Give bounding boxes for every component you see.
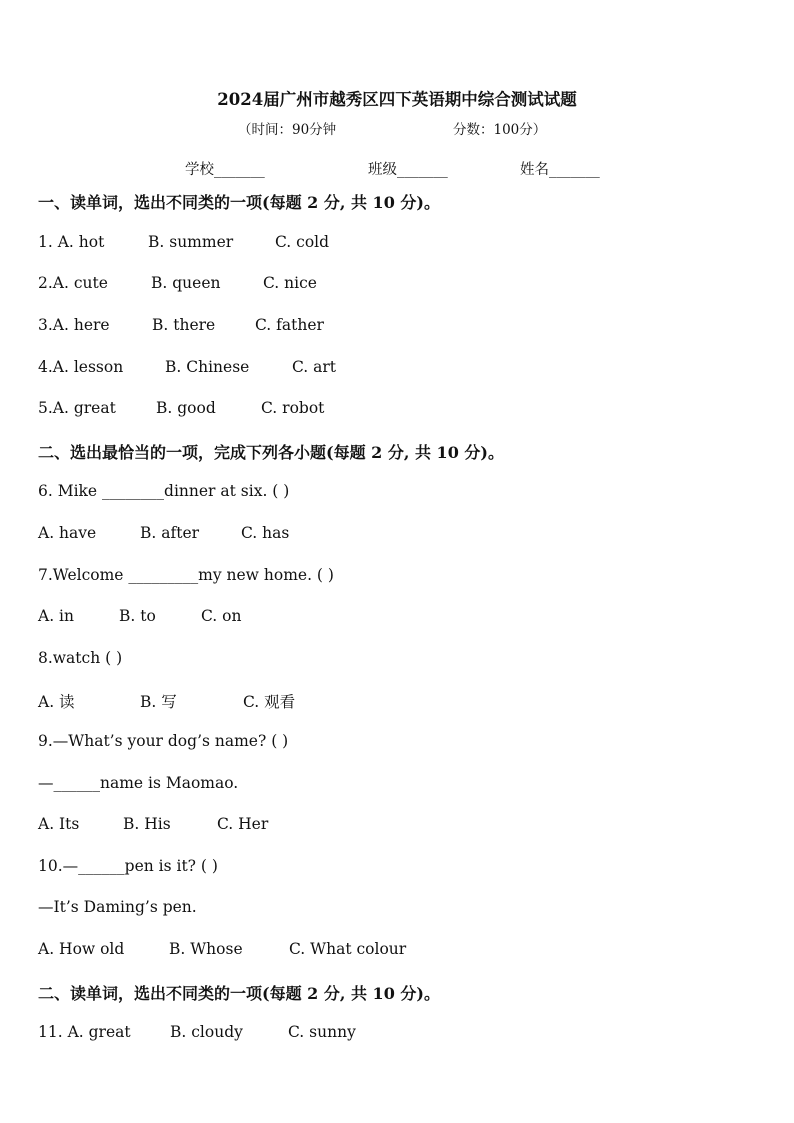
section-heading-3: 二、读单词，选出不同类的一项(每题 2 分, 共 10 分)。 [38, 984, 440, 1003]
question-8-options [38, 690, 295, 712]
option-c: C. art [292, 358, 337, 376]
section-heading-2: 二、选出最恰当的一项，完成下列各小题(每题 2 分, 共 10 分)。 [38, 443, 504, 462]
option-b: B. to [119, 607, 156, 625]
question-4 [38, 358, 336, 376]
name-field: 姓名_______ [520, 162, 600, 178]
option-b: B. cloudy [170, 1023, 243, 1041]
class-field: 班级_______ [368, 162, 448, 178]
question-8-stem: 8.watch ( ) [38, 649, 123, 667]
option-c: C. sunny [288, 1023, 356, 1041]
question-7-stem: 7.Welcome _________my new home. ( ) [38, 566, 334, 584]
option-b: B. after [140, 524, 200, 542]
option-c: C. robot [261, 399, 325, 417]
option-b: B. His [123, 815, 171, 833]
question-10-reply: —It’s Daming’s pen. [38, 898, 197, 916]
question-6-stem: 6. Mike ________dinner at six. ( ) [38, 482, 290, 500]
option-c: C. 观看 [243, 693, 296, 711]
option-c: C. What colour [289, 940, 407, 958]
question-10-stem: 10.—______pen is it? ( ) [38, 857, 218, 875]
option-a: 2.A. cute [38, 274, 108, 292]
question-9-reply: —______name is Maomao. [38, 774, 239, 792]
option-c: C. has [241, 524, 290, 542]
option-a: A. How old [38, 940, 125, 958]
question-3 [38, 316, 324, 334]
question-9-stem: 9.—What’s your dog’s name? ( ) [38, 732, 289, 750]
question-11 [38, 1023, 356, 1041]
option-b: B. Chinese [165, 358, 250, 376]
question-7-options [38, 607, 241, 625]
option-a: 1. A. hot [38, 233, 105, 251]
option-a: A. 读 [38, 693, 75, 711]
option-c: C. father [255, 316, 324, 334]
option-b: B. there [152, 316, 216, 334]
option-b: B. Whose [169, 940, 243, 958]
option-a: 11. A. great [38, 1023, 131, 1041]
option-a: 4.A. lesson [38, 358, 124, 376]
option-b: B. queen [151, 274, 221, 292]
question-1 [38, 233, 329, 251]
option-c: C. Her [217, 815, 269, 833]
exam-time: （时间：90分钟 [238, 122, 337, 138]
option-b: B. good [156, 399, 216, 417]
option-a: 5.A. great [38, 399, 116, 417]
option-a: A. have [38, 524, 97, 542]
option-c: C. nice [263, 274, 317, 292]
question-9-options [38, 815, 268, 833]
question-5 [38, 399, 324, 417]
question-2 [38, 274, 317, 292]
option-a: A. in [38, 607, 74, 625]
option-c: C. cold [275, 233, 330, 251]
option-a: A. Its [38, 815, 80, 833]
option-a: 3.A. here [38, 316, 110, 334]
school-field: 学校_______ [185, 162, 265, 178]
option-b: B. summer [148, 233, 234, 251]
page-title: 2024届广州市越秀区四下英语期中综合测试试题 [217, 90, 577, 109]
exam-score: 分数：100分） [453, 122, 547, 138]
question-10-options [38, 940, 406, 958]
option-c: C. on [201, 607, 242, 625]
question-6-options [38, 524, 289, 542]
section-heading-1: 一、读单词，选出不同类的一项(每题 2 分, 共 10 分)。 [38, 193, 440, 212]
option-b: B. 写 [140, 693, 177, 711]
